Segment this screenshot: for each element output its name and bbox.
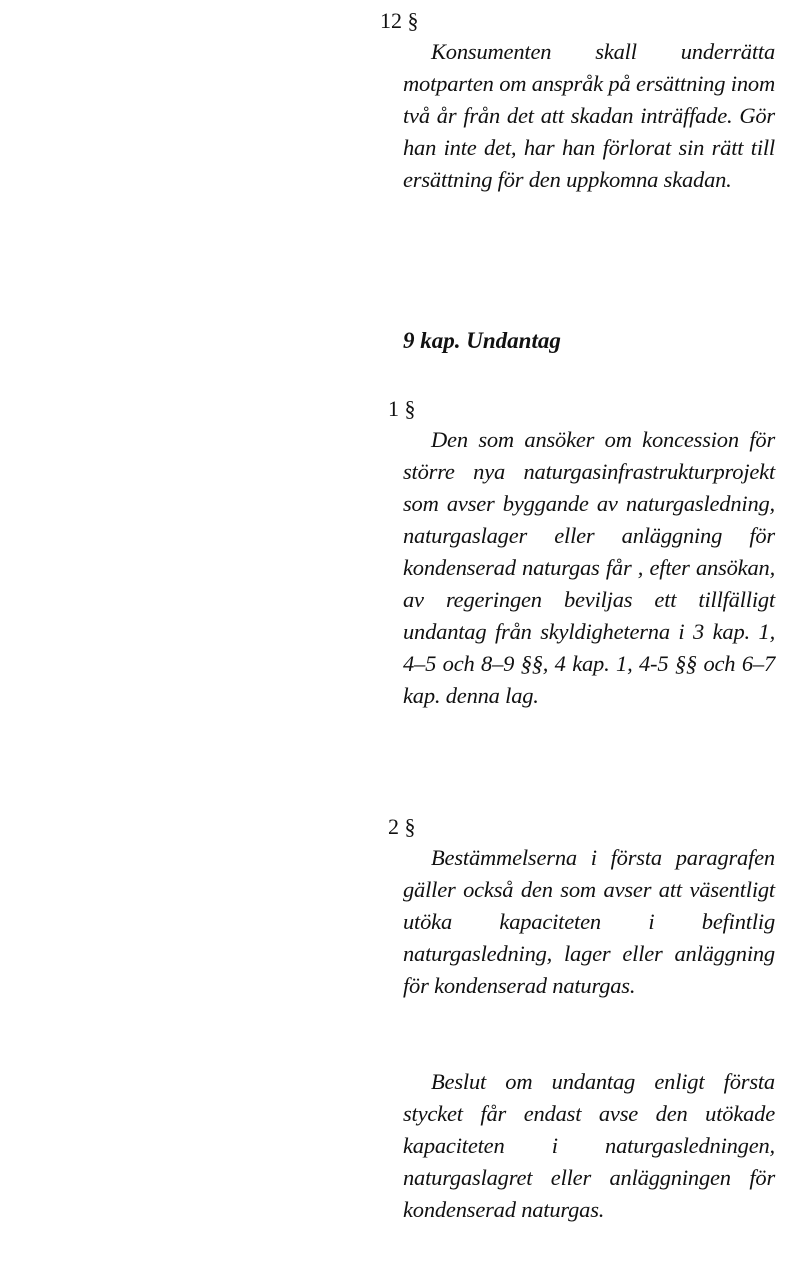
- section-paragraph-text: Konsumenten skall underrätta motparten om anspråk på ersättning inom två år från det att skadan inträffade. Gör han inte det, har han förlorat sin rätt till ersättning för den uppkomna skadan.: [403, 39, 775, 192]
- section-paragraph: [403, 1066, 775, 1226]
- section-paragraph: [403, 36, 775, 196]
- section-number: 1 §: [388, 396, 416, 421]
- section-paragraph: [403, 424, 775, 712]
- section-number: 2 §: [388, 814, 416, 839]
- section-paragraph-text: Den som ansöker om koncession för större nya naturgasinfrastrukturprojekt som avser byggande av naturgasledning, naturgaslager eller anläggning för kondenserad naturgas får , efter ansökan, av regeringen beviljas ett tillfälligt undantag från skyldigheterna i 3 kap. 1, 4–5 och 8–9 §§, 4 kap. 1, 4-5 §§ och 6–7 kap. denna lag.: [403, 427, 775, 708]
- chapter-heading: 9 kap. Undantag: [403, 328, 561, 353]
- section-paragraph-text: Beslut om undantag enligt första stycket får endast avse den utökade kapaciteten i naturgasledningen, naturgaslagret eller anläggningen för kondenserad naturgas.: [403, 1069, 775, 1222]
- section-paragraph: [403, 842, 775, 1002]
- section-number: 12 §: [380, 8, 419, 33]
- section-paragraph-text: Bestämmelserna i första paragrafen gäller också den som avser att väsentligt utöka kapaciteten i befintlig naturgasledning, lager eller anläggning för kondenserad naturgas.: [403, 845, 775, 998]
